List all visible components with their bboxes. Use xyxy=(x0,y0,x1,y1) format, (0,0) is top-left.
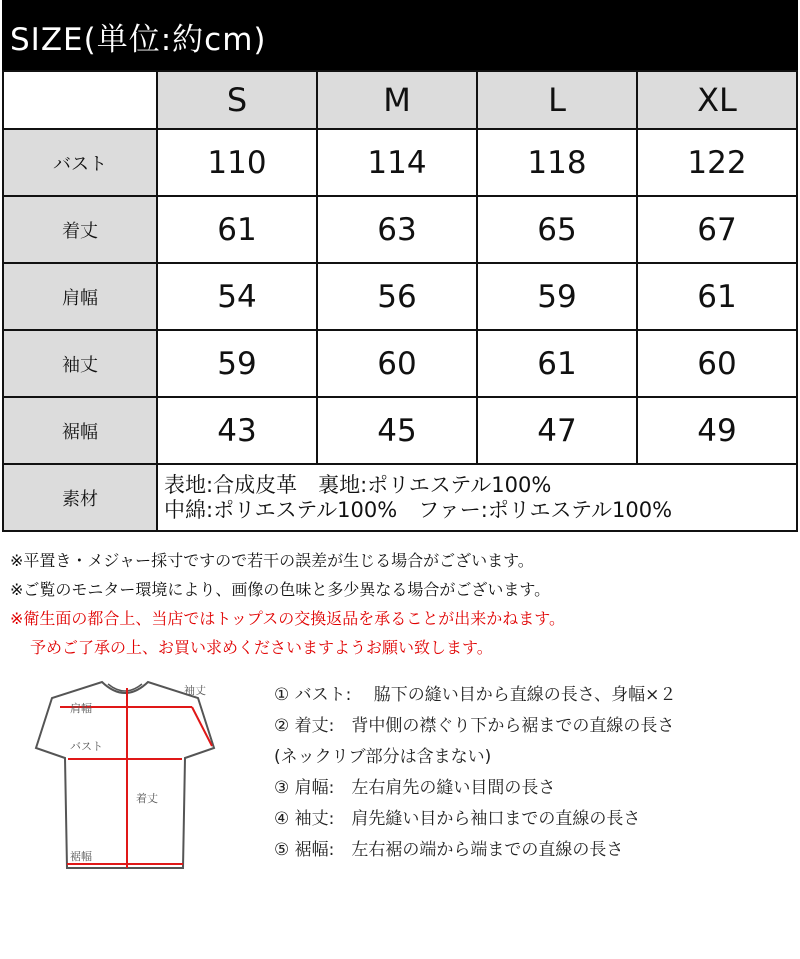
table-cell: 65 xyxy=(477,196,637,263)
table-cell: 49 xyxy=(637,397,797,464)
table-cell: 45 xyxy=(317,397,477,464)
note-monitor: ※ご覧のモニター環境により、画像の色味と多少異なる場合がございます。 xyxy=(10,580,551,599)
material-line-2: 中綿:ポリエステル100% ファー:ポリエステル100% xyxy=(164,497,673,522)
row-label-shoulder: 肩幅 xyxy=(3,263,157,330)
row-label-length: 着丈 xyxy=(3,196,157,263)
table-row-sleeve xyxy=(3,330,797,397)
row-label-hem: 裾幅 xyxy=(3,397,157,464)
note-acknowledge: 予めご了承の上、お買い求めくださいますようお願い致します。 xyxy=(30,638,493,657)
table-row-length xyxy=(3,196,797,263)
legend-item-shoulder: ③ 肩幅: 左右肩先の縫い目間の長さ xyxy=(274,778,556,798)
table-cell: 61 xyxy=(157,196,317,263)
material-cell xyxy=(157,464,797,531)
size-header-s: S xyxy=(157,71,317,129)
tshirt-outline-illustration xyxy=(20,678,252,874)
table-cell: 61 xyxy=(637,263,797,330)
legend-item-hem: ⑤ 裾幅: 左右裾の端から端までの直線の長さ xyxy=(274,840,624,860)
corner-cell xyxy=(3,71,157,129)
table-cell: 54 xyxy=(157,263,317,330)
table-row-shoulder xyxy=(3,263,797,330)
row-label-sleeve: 袖丈 xyxy=(3,330,157,397)
table-cell: 59 xyxy=(477,263,637,330)
table-cell: 114 xyxy=(317,129,477,196)
header-bar xyxy=(2,0,798,70)
page-title: SIZE(単位:約cm) xyxy=(10,22,267,58)
diagram-label-hem: 裾幅 xyxy=(70,850,92,863)
table-cell: 122 xyxy=(637,129,797,196)
legend-item-sleeve: ④ 袖丈: 肩先縫い目から袖口までの直線の長さ xyxy=(274,809,641,829)
diagram-label-sleeve: 袖丈 xyxy=(184,684,206,697)
diagram-label-bust: バスト xyxy=(70,740,103,753)
size-header-m: M xyxy=(317,71,477,129)
table-row-bust xyxy=(3,129,797,196)
measurement-legend xyxy=(274,680,794,866)
diagram-label-shoulder: 肩幅 xyxy=(70,702,92,715)
legend-item-bust: ① バスト: 脇下の縫い目から直線の長さ、身幅×２ xyxy=(274,685,677,705)
material-line-1: 表地:合成皮革 裏地:ポリエステル100% xyxy=(164,472,552,497)
size-header-l: L xyxy=(477,71,637,129)
diagram-label-length: 着丈 xyxy=(136,792,158,805)
table-cell: 118 xyxy=(477,129,637,196)
legend-item-length-note: (ネックリブ部分は含まない) xyxy=(274,747,492,767)
table-cell: 47 xyxy=(477,397,637,464)
table-cell: 61 xyxy=(477,330,637,397)
notes xyxy=(10,546,790,662)
table-cell: 63 xyxy=(317,196,477,263)
table-cell: 60 xyxy=(317,330,477,397)
tshirt-diagram xyxy=(20,678,252,874)
note-return-policy: ※衛生面の都合上、当店ではトップスの交換返品を承ることが出来かねます。 xyxy=(10,609,566,628)
row-label-bust: バスト xyxy=(3,129,157,196)
size-header-xl: XL xyxy=(637,71,797,129)
table-row-material xyxy=(3,464,797,531)
table-cell: 110 xyxy=(157,129,317,196)
table-row-hem xyxy=(3,397,797,464)
note-measurement: ※平置き・メジャー採寸ですので若干の誤差が生じる場合がございます。 xyxy=(10,551,534,570)
size-table xyxy=(2,70,798,532)
table-cell: 60 xyxy=(637,330,797,397)
legend-item-length: ② 着丈: 背中側の襟ぐり下から裾までの直線の長さ xyxy=(274,716,675,736)
row-label-material: 素材 xyxy=(3,464,157,531)
table-cell: 43 xyxy=(157,397,317,464)
table-cell: 56 xyxy=(317,263,477,330)
table-cell: 59 xyxy=(157,330,317,397)
size-header-row xyxy=(3,71,797,129)
table-cell: 67 xyxy=(637,196,797,263)
